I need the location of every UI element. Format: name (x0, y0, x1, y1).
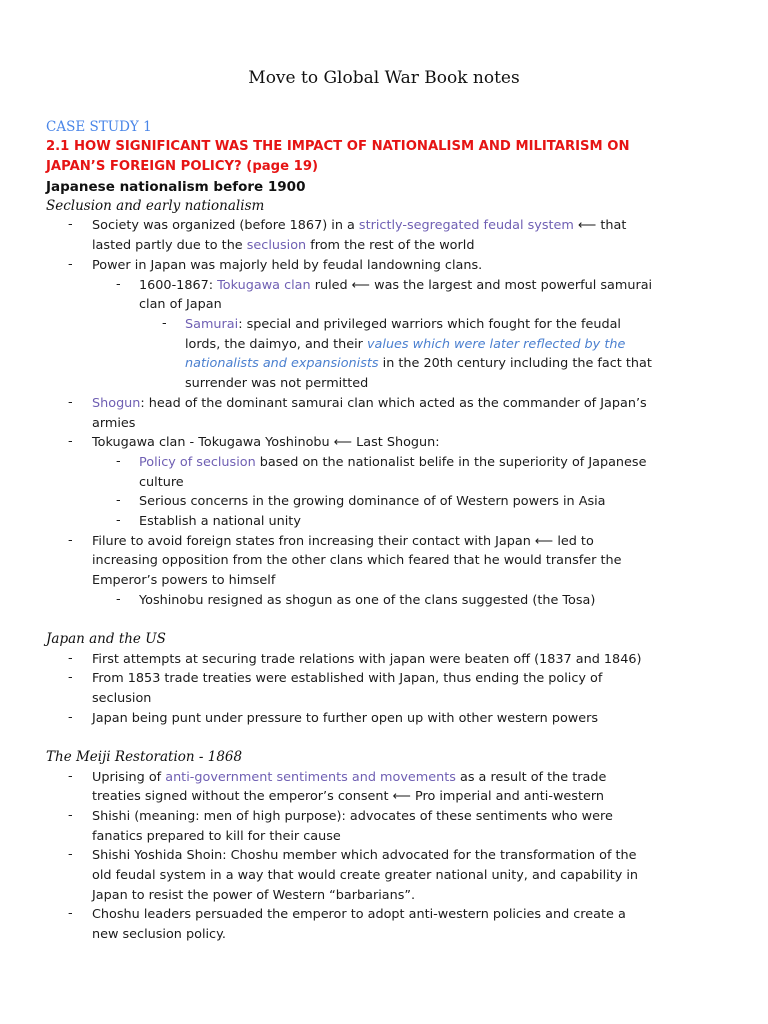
bullet-dash: - (68, 906, 73, 921)
bullet-item-cont: lasted partly due to the seclusion from the rest of the world (92, 238, 475, 253)
section-heading: Japanese nationalism before 1900 (46, 179, 306, 195)
bullet-item: Shogun: head of the dominant samurai clan which acted as the commander of Japan’s (92, 396, 647, 411)
bullet-item-cont: new seclusion policy. (92, 927, 226, 942)
bullet-dash: - (68, 434, 73, 449)
bullet-dash: - (68, 769, 73, 784)
section-subheading: Japan and the US (46, 631, 166, 647)
bullet-dash: - (68, 808, 73, 823)
document-title: Move to Global War Book notes (248, 68, 520, 88)
sub-bullet-item: 1600-1867: Tokugawa clan ruled ⟵ was the largest and most powerful samurai (139, 278, 653, 293)
bullet-item: Tokugawa clan - Tokugawa Yoshinobu ⟵ Last Shogun: (92, 435, 440, 450)
sub-sub-bullet-item-cont: nationalists and expansionists in the 20th century including the fact that (185, 356, 652, 371)
bullet-item-cont: seclusion (92, 691, 152, 706)
bullet-item: From 1853 trade treaties were established with Japan, thus ending the policy of (92, 671, 603, 686)
sub-sub-bullet-item-cont: surrender was not permitted (185, 376, 369, 391)
bullet-dash: - (116, 592, 121, 607)
bullet-item-cont: increasing opposition from the other clans which feared that he would transfer the (92, 553, 622, 568)
bullet-dash: - (116, 454, 121, 469)
sub-bullet-item: Establish a national unity (139, 514, 301, 529)
question-line-1: 2.1 HOW SIGNIFICANT WAS THE IMPACT OF NATIONALISM AND MILITARISM ON (46, 139, 630, 154)
bullet-dash: - (68, 670, 73, 685)
sub-bullet-item: Serious concerns in the growing dominance of of Western powers in Asia (139, 494, 606, 509)
bullet-dash: - (68, 257, 73, 272)
bullet-dash: - (162, 316, 167, 331)
bullet-dash: - (68, 217, 73, 232)
sub-bullet-item: Yoshinobu resigned as shogun as one of the clans suggested (the Tosa) (139, 593, 596, 608)
sub-bullet-item-cont: culture (139, 475, 184, 490)
bullet-item: Society was organized (before 1867) in a strictly-segregated feudal system ⟵ that (92, 218, 627, 233)
bullet-item: Power in Japan was majorly held by feudal landowning clans. (92, 258, 483, 273)
bullet-item: Shishi (meaning: men of high purpose): advocates of these sentiments who were (92, 809, 613, 824)
bullet-item: Filure to avoid foreign states fron increasing their contact with Japan ⟵ led to (92, 534, 594, 549)
bullet-item: Uprising of anti-government sentiments and movements as a result of the trade (92, 770, 607, 785)
bullet-dash: - (68, 710, 73, 725)
case-study-label: CASE STUDY 1 (46, 119, 152, 135)
sub-bullet-item-cont: clan of Japan (139, 297, 222, 312)
bullet-dash: - (116, 277, 121, 292)
section-subheading: Seclusion and early nationalism (46, 198, 265, 214)
bullet-dash: - (68, 395, 73, 410)
bullet-dash: - (68, 651, 73, 666)
sub-sub-bullet-item-cont: lords, the daimyo, and their values which were later reflected by the (185, 337, 626, 352)
bullet-item-cont: fanatics prepared to kill for their cause (92, 829, 341, 844)
bullet-item: Shishi Yoshida Shoin: Choshu member which advocated for the transformation of the (92, 848, 637, 863)
sub-bullet-item: Policy of seclusion based on the nationalist belife in the superiority of Japanese (139, 455, 647, 470)
bullet-dash: - (68, 847, 73, 862)
bullet-item: First attempts at securing trade relations with japan were beaten off (1837 and 1846) (92, 652, 642, 667)
bullet-item-cont: treaties signed without the emperor’s consent ⟵ Pro imperial and anti-western (92, 789, 604, 804)
bullet-item-cont: armies (92, 416, 136, 431)
sub-sub-bullet-item: Samurai: special and privileged warriors which fought for the feudal (185, 317, 621, 332)
bullet-dash: - (68, 533, 73, 548)
bullet-item: Choshu leaders persuaded the emperor to adopt anti-western policies and create a (92, 907, 626, 922)
bullet-dash: - (116, 513, 121, 528)
bullet-item-cont: Japan to resist the power of Western “barbarians”. (92, 888, 416, 903)
bullet-item-cont: old feudal system in a way that would create greater national unity, and capability in (92, 868, 639, 883)
bullet-item-cont: Emperor’s powers to himself (92, 573, 276, 588)
section-subheading: The Meiji Restoration - 1868 (46, 749, 243, 765)
bullet-dash: - (116, 493, 121, 508)
bullet-item: Japan being punt under pressure to further open up with other western powers (92, 711, 599, 726)
question-line-2: JAPAN’S FOREIGN POLICY? (page 19) (46, 159, 319, 174)
